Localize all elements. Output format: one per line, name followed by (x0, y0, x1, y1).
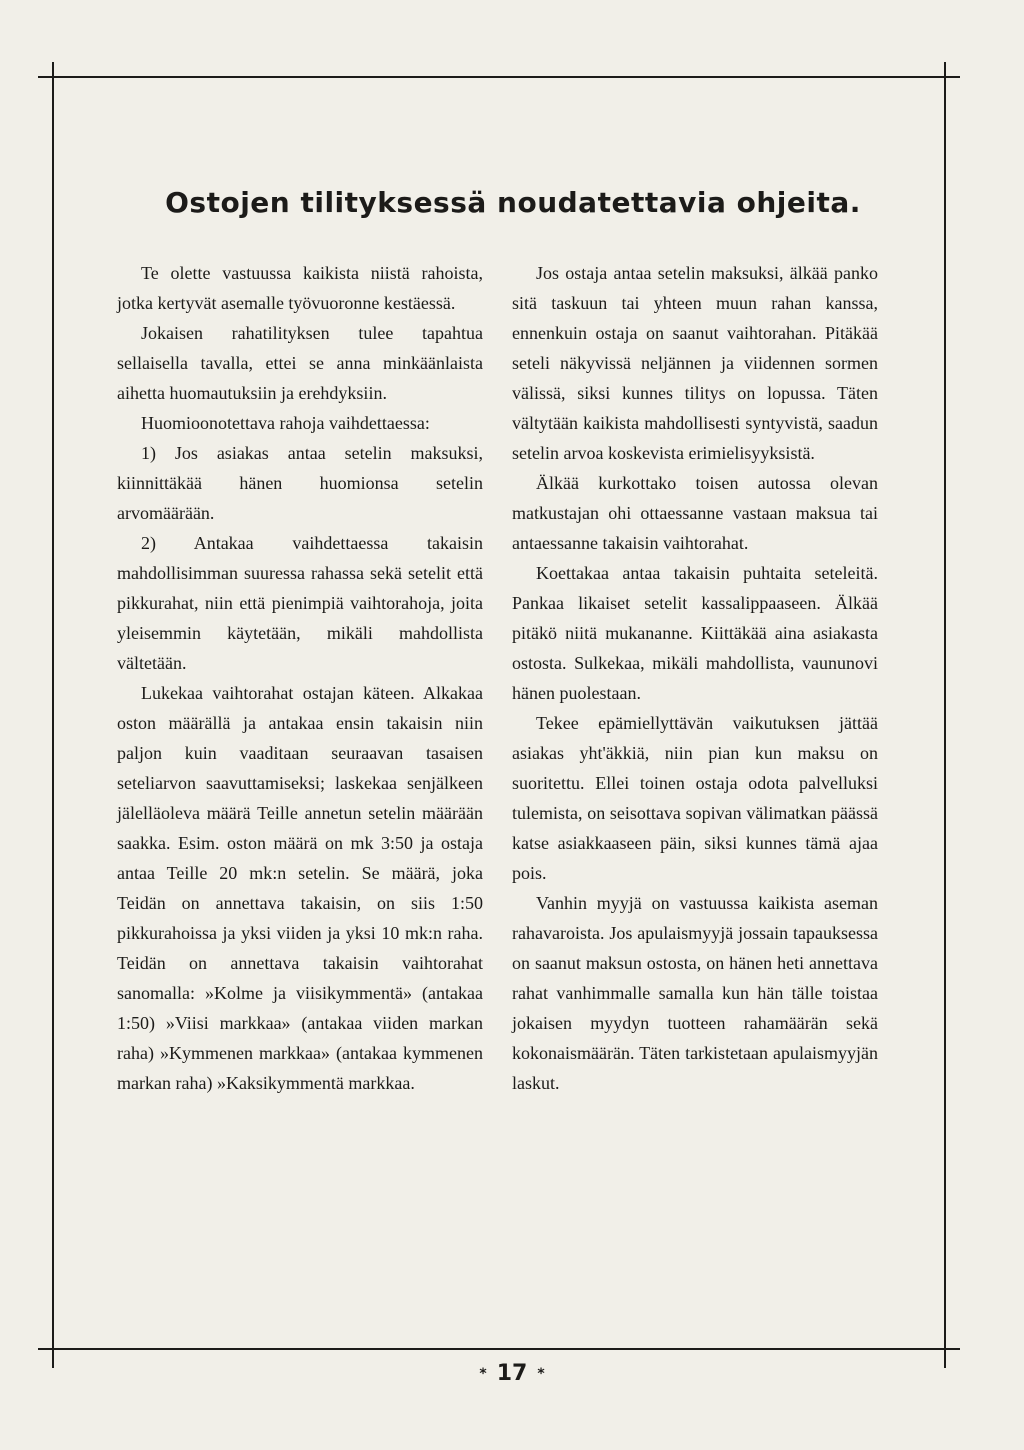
paragraph: 1) Jos asiakas antaa setelin maksuksi, kiinnittäkää hänen huomionsa setelin arvomäärään. (117, 443, 483, 523)
paragraph: Lukekaa vaihtorahat ostajan käteen. Alkakaa oston määrällä ja antakaa ensin takaisin niin paljon kuin vaaditaan seuraavan tasaisen seteliarvon saavuttamiseksi; laskekaa senjälkeen jälelläoleva määrä Teille annetun setelin määrään saakka. Esim. oston määrä on mk 3:50 ja ostaja antaa Teille 20 mk:n setelin. Se määrä, joka Teidän on annettava takaisin, on siis 1:50 pikkurahoissa ja yksi viiden ja yksi 10 mk:n raha. Teidän on annettava takaisin vaihtorahat sanomalla: »Kolme ja viisikymmentä» (antakaa 1:50) »Viisi markkaa» (antakaa viiden markan raha) »Kymmenen markkaa» (antakaa kymmenen markan raha) »Kaksikymmentä markkaa. (117, 683, 483, 1093)
page-title: Ostojen tilityksessä noudatettavia ohjeita. (165, 186, 861, 219)
top-border-rule (38, 76, 960, 78)
page-number: 17 (496, 1361, 528, 1386)
right-column (512, 258, 878, 1098)
right-border-rule (944, 62, 946, 1368)
left-border-rule (52, 62, 54, 1368)
page-footer (0, 1359, 1024, 1389)
paragraph: Älkää kurkottako toisen autossa olevan matkustajan ohi ottaessanne vastaan maksua tai antaessanne takaisin vaihtorahat. (512, 473, 878, 553)
paragraph: Te olette vastuussa kaikista niistä rahoista, jotka kertyvät asemalle työvuoronne kestäessä. (117, 263, 483, 313)
paragraph: Huomioonotettava rahoja vaihdettaessa: (141, 413, 430, 433)
paragraph: Jos ostaja antaa setelin maksuksi, älkää panko sitä taskuun tai yhteen muun rahan kanssa, ennenkuin ostaja on saanut vaihtorahan. Pitäkää seteli näkyvissä neljännen ja viidennen sormen välissä, siksi kunnes tilitys on lopussa. Täten vältytään kaikista mahdollisesti syntyvistä, saadun setelin arvoa koskevista erimielisyyksistä. (512, 263, 878, 463)
bottom-border-rule (38, 1348, 960, 1350)
paragraph: Koettakaa antaa takaisin puhtaita seteleitä. Pankaa likaiset setelit kassalippaaseen. Älkää pitäkö niitä mukananne. Kiittäkää aina asiakasta ostosta. Sulkekaa, mikäli mahdollista, vaununovi hänen puolestaan. (512, 563, 878, 703)
left-column (117, 258, 483, 1098)
paragraph: 2) Antakaa vaihdettaessa takaisin mahdollisimman suuressa rahassa sekä setelit että pikkurahat, niin että pienimpiä vaihtorahoja, joita yleisemmin käytetään, mikäli mahdollista vältetään. (117, 533, 483, 673)
paragraph: Tekee epämiellyttävän vaikutuksen jättää asiakas yht'äkkiä, niin pian kun maksu on suoritettu. Ellei toinen ostaja odota palvelluksi tulemista, on seisottava sopivan välimatkan päässä katse asiakkaaseen päin, siksi kunnes tämä ajaa pois. (512, 713, 878, 883)
star-ornament-icon: * (537, 1366, 545, 1382)
paragraph: Jokaisen rahatilityksen tulee tapahtua sellaisella tavalla, ettei se anna minkäänlaista aihetta huomautuksiin ja erehdyksiin. (117, 323, 483, 403)
paragraph: Vanhin myyjä on vastuussa kaikista aseman rahavaroista. Jos apulaismyyjä jossain tapauksessa on saanut maksun ostosta, on hänen heti annettava rahat vanhimmalle samalla kun hän tälle toistaa jokaisen myydyn tuotteen rahamäärän sekä kokonaismäärän. Täten tarkistetaan apulaismyyjän laskut. (512, 893, 878, 1093)
star-ornament-icon: * (479, 1366, 487, 1382)
